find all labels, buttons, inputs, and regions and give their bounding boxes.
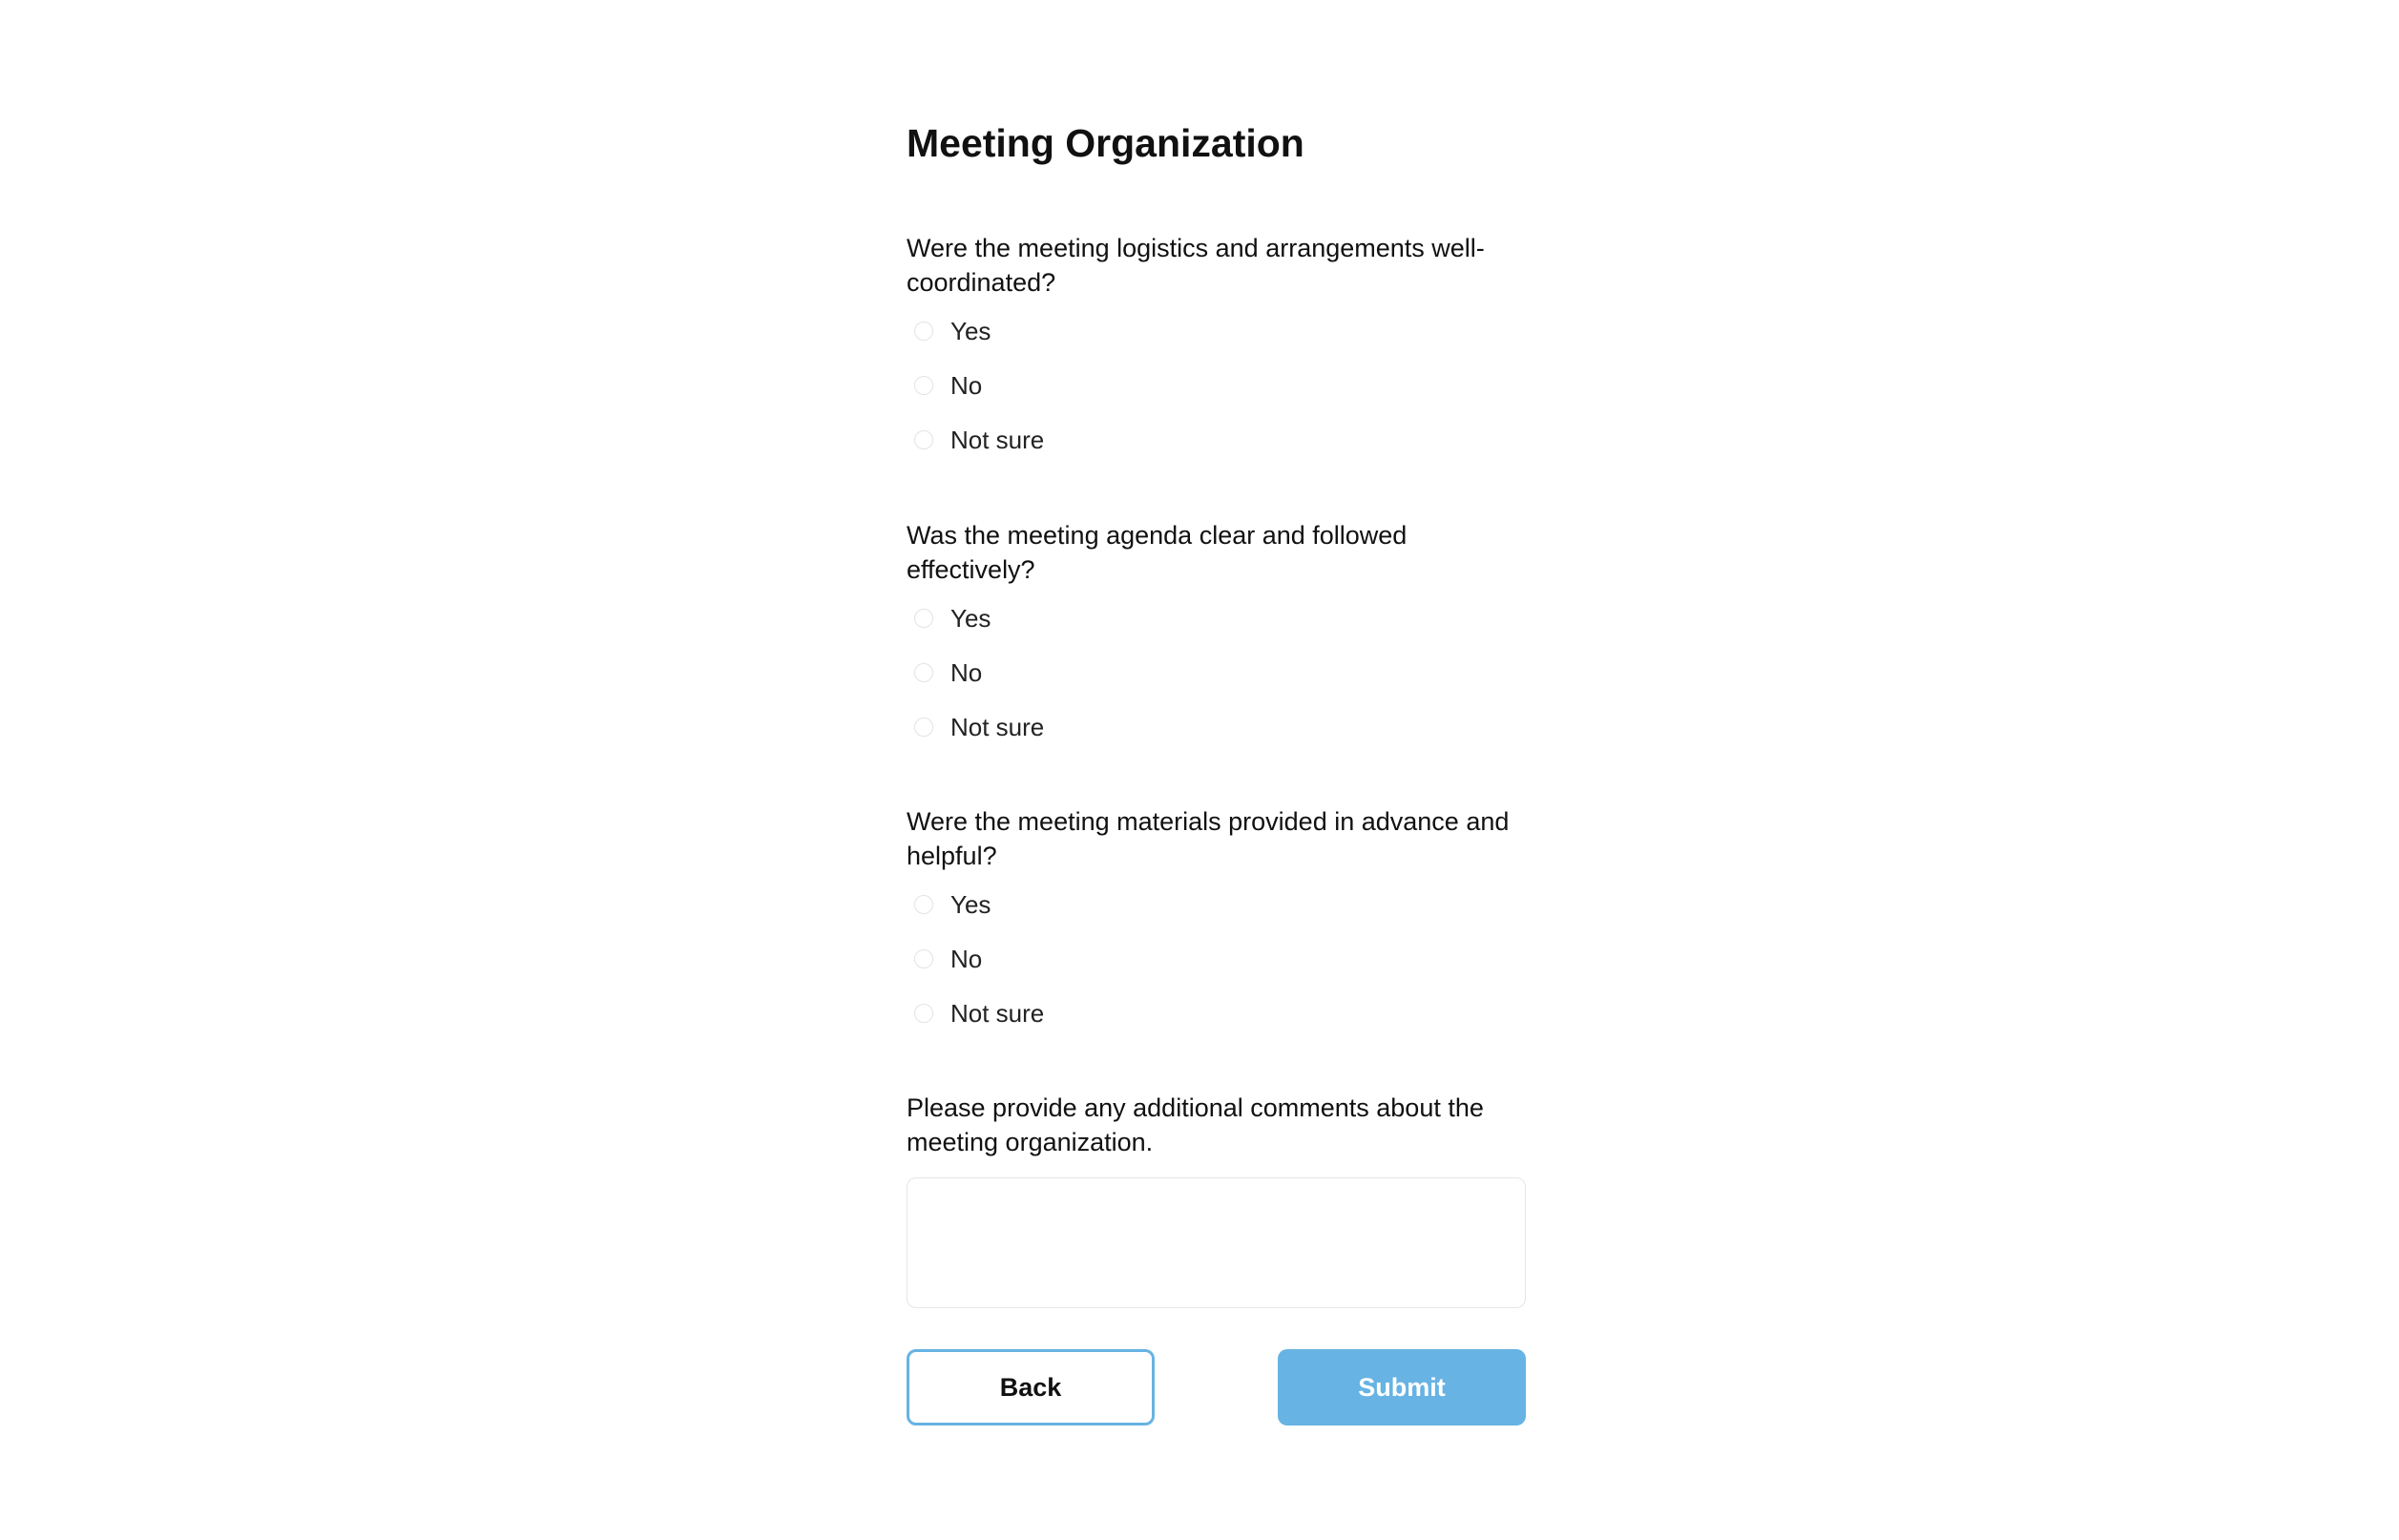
submit-button[interactable]: Submit	[1278, 1349, 1526, 1426]
radio-circle-icon[interactable]	[914, 1004, 933, 1023]
option-label: Yes	[950, 603, 991, 633]
option-label: Yes	[950, 889, 991, 919]
radio-circle-icon[interactable]	[914, 609, 933, 628]
radio-circle-icon[interactable]	[914, 322, 933, 341]
option-label: No	[950, 944, 983, 973]
question-text: Was the meeting agenda clear and followed effectively?	[907, 521, 1408, 584]
question-materials	[907, 804, 1526, 873]
radio-circle-icon[interactable]	[914, 663, 933, 682]
option-label: Yes	[950, 316, 991, 345]
option-label: Not sure	[950, 425, 1045, 454]
radio-q2-not-sure[interactable]	[907, 708, 1044, 746]
question-text: Were the meeting logistics and arrangements well-coordinated?	[907, 234, 1485, 297]
radio-q2-yes[interactable]	[907, 599, 991, 637]
radio-q1-not-sure[interactable]	[907, 421, 1044, 459]
question-logistics	[907, 231, 1526, 300]
radio-q3-not-sure[interactable]	[907, 994, 1044, 1032]
option-label: No	[950, 370, 983, 400]
back-button[interactable]: Back	[907, 1349, 1155, 1426]
question-text: Were the meeting materials provided in advance and helpful?	[907, 807, 1510, 870]
radio-q3-yes[interactable]	[907, 885, 991, 924]
radio-circle-icon[interactable]	[914, 718, 933, 737]
radio-q1-no[interactable]	[907, 366, 982, 405]
radio-circle-icon[interactable]	[914, 949, 933, 968]
radio-q3-no[interactable]	[907, 940, 982, 978]
page-title: Meeting Organization	[907, 121, 1304, 165]
option-label: Not sure	[950, 998, 1045, 1028]
option-label: Not sure	[950, 712, 1045, 741]
radio-circle-icon[interactable]	[914, 895, 933, 914]
comments-textarea[interactable]	[907, 1177, 1526, 1308]
option-label: No	[950, 657, 983, 687]
radio-q1-yes[interactable]	[907, 312, 991, 350]
radio-circle-icon[interactable]	[914, 430, 933, 449]
comments-question	[907, 1091, 1526, 1159]
radio-circle-icon[interactable]	[914, 376, 933, 395]
comments-label: Please provide any additional comments about the meeting organization.	[907, 1093, 1484, 1156]
question-agenda	[907, 518, 1526, 587]
radio-q2-no[interactable]	[907, 654, 982, 692]
